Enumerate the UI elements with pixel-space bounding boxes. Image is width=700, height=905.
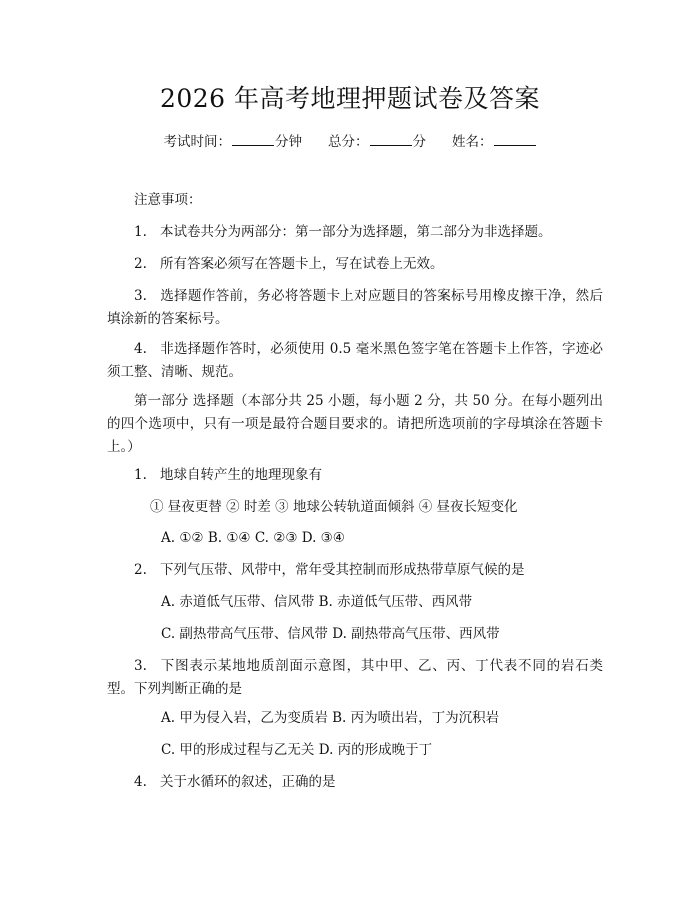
name-blank <box>494 132 536 146</box>
section-intro: 第一部分 选择题（本部分共 25 小题，每小题 2 分，共 50 分。在每小题列出的四个选项中，只有一项是最符合题目要求的。请把所选项前的字母填涂在答题卡上。） <box>107 393 603 455</box>
name-label: 姓名： <box>452 134 493 150</box>
notice-item-text: 所有答案必须写在答题卡上，写在试卷上无效。 <box>160 256 444 272</box>
question-text: 下列气压带、风带中，常年受其控制而形成热带草原气候的是 <box>160 562 525 578</box>
notice-item-3 <box>107 285 603 331</box>
question-4-stem <box>107 771 603 794</box>
question-3-stem <box>107 655 603 701</box>
question-2-options-line-1: A. 赤道低气压带、信风带 B. 赤道低气压带、西风带 <box>161 594 473 610</box>
notice-heading: 注意事项： <box>134 192 202 208</box>
question-2-options-line-2: C. 副热带高气压带、信风带 D. 副热带高气压带、西风带 <box>161 626 500 642</box>
question-number: 4. <box>134 774 147 790</box>
notice-item-number: 1. <box>134 224 147 240</box>
notice-item-2 <box>107 253 603 276</box>
notice-item-text: 本试卷共分为两部分：第一部分为选择题，第二部分为非选择题。 <box>160 224 552 240</box>
question-1-stem <box>107 464 603 487</box>
score-label: 总分： <box>328 134 369 150</box>
question-1-options: A. ①② B. ①④ C. ②③ D. ③④ <box>161 530 345 546</box>
notice-item-text: 选择题作答前，务必将答题卡上对应题目的答案标号用橡皮擦干净，然后填涂新的答案标号。 <box>107 288 603 327</box>
time-blank <box>232 132 274 146</box>
question-text: 地球自转产生的地理现象有 <box>160 467 322 483</box>
notice-item-number: 2. <box>134 256 147 272</box>
exam-info-line <box>0 132 700 152</box>
question-number: 3. <box>134 658 147 674</box>
notice-item-number: 3. <box>134 288 147 304</box>
question-3-options-line-2: C. 甲的形成过程与乙无关 D. 丙的形成晚于丁 <box>161 742 433 758</box>
time-label: 考试时间： <box>163 134 231 150</box>
question-text: 关于水循环的叙述，正确的是 <box>160 774 336 790</box>
notice-item-text: 非选择题作答时，必须使用 0.5 毫米黑色签字笔在答题卡上作答，字迹必须工整、清晰、规范。 <box>107 341 603 380</box>
question-number: 1. <box>134 467 147 483</box>
question-3-options-line-1: A. 甲为侵入岩，乙为变质岩 B. 丙为喷出岩，丁为沉积岩 <box>161 710 500 726</box>
score-unit: 分 <box>412 134 426 150</box>
score-blank <box>370 132 412 146</box>
notice-item-4 <box>107 338 603 384</box>
question-1-statements: ① 昼夜更替 ② 时差 ③ 地球公转轨道面倾斜 ④ 昼夜长短变化 <box>150 499 518 515</box>
time-unit: 分钟 <box>275 134 302 150</box>
question-number: 2. <box>134 562 147 578</box>
page-title: 2026 年高考地理押题试卷及答案 <box>159 84 541 113</box>
question-2-stem <box>107 559 603 582</box>
question-text: 下图表示某地地质剖面示意图，其中甲、乙、丙、丁代表不同的岩石类型。下列判断正确的是 <box>107 658 603 697</box>
notice-item-1 <box>107 221 603 244</box>
notice-item-number: 4. <box>134 341 147 357</box>
